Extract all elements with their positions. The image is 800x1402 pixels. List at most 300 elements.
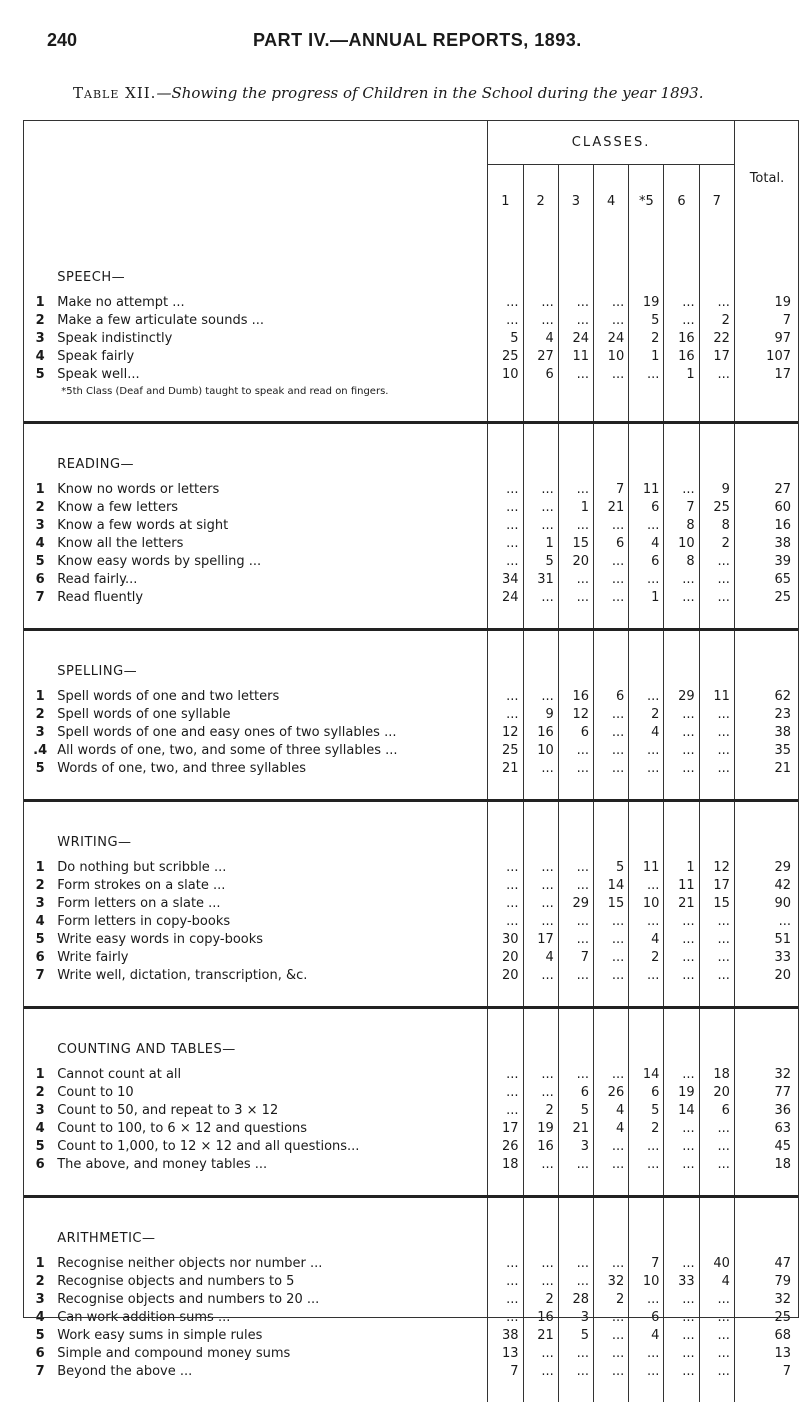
row-label: Recognise neither objects nor number ... (57, 1254, 488, 1272)
row-label: Beyond the above ... (57, 1362, 488, 1380)
class-value-cell: 2 (699, 311, 734, 329)
blank-cell (593, 1008, 628, 1066)
class-value-cell: ... (699, 1308, 734, 1326)
classes-header: CLASSES. (488, 120, 735, 165)
blank-cell (664, 1197, 699, 1255)
class-value-cell: ... (523, 516, 558, 534)
row-number: 5 (35, 553, 45, 569)
class-value-cell: 8 (664, 552, 699, 570)
blank-cell (593, 383, 628, 423)
blank-cell (523, 606, 558, 630)
class-value-cell: ... (629, 516, 664, 534)
class-value-cell: ... (699, 966, 734, 984)
class-value-cell: ... (664, 966, 699, 984)
table-row (23, 365, 799, 383)
class-value-cell: 11 (699, 687, 734, 705)
blank-cell (664, 777, 699, 801)
class-value-cell: ... (523, 876, 558, 894)
class-value-cell: 16 (664, 329, 699, 347)
footnote: *5th Class (Deaf and Dumb) taught to speak and read on fingers. (61, 386, 389, 397)
section-spacer (23, 383, 799, 423)
class-value-cell: ... (488, 876, 523, 894)
total-cell: 13 (774, 1345, 791, 1361)
class-value-cell: ... (523, 912, 558, 930)
blank-cell (734, 1197, 799, 1255)
row-number: 7 (35, 967, 45, 983)
blank-cell (699, 984, 734, 1008)
class-value-cell: 20 (488, 948, 523, 966)
blank-cell (523, 984, 558, 1008)
section-title-row (23, 237, 799, 293)
class-value-cell: 10 (629, 894, 664, 912)
class-value-cell: 15 (593, 894, 628, 912)
blank-cell (593, 1197, 628, 1255)
class-value-cell: ... (523, 966, 558, 984)
class-value-cell: 18 (699, 1065, 734, 1083)
blank-cell (23, 1008, 57, 1066)
class-value-cell: ... (629, 1362, 664, 1380)
class-value-cell: 20 (488, 966, 523, 984)
class-value-cell: ... (558, 876, 593, 894)
class-value-cell: 18 (488, 1155, 523, 1173)
spacer-cell (57, 1380, 488, 1402)
section-spacer (23, 984, 799, 1008)
blank-cell (629, 237, 664, 293)
class-value-cell: ... (629, 966, 664, 984)
blank-cell (523, 1380, 558, 1402)
blank-cell (734, 383, 799, 423)
class-value-cell: ... (593, 365, 628, 383)
section-title-row (23, 630, 799, 688)
class-value-cell: ... (699, 570, 734, 588)
class-value-cell: 16 (523, 1137, 558, 1155)
class-value-cell: ... (488, 1083, 523, 1101)
spacer-cell (57, 777, 488, 801)
class-value-cell: ... (558, 293, 593, 311)
class-value-cell: 9 (699, 480, 734, 498)
class-value-cell: ... (558, 1254, 593, 1272)
class-value-cell: 1 (558, 498, 593, 516)
class-value-cell: ... (699, 365, 734, 383)
class-value-cell: 4 (593, 1119, 628, 1137)
row-number: 4 (35, 1120, 45, 1136)
blank-cell (699, 423, 734, 481)
class-value-cell: ... (593, 1326, 628, 1344)
row-number: 4 (35, 535, 45, 551)
class-value-cell: ... (558, 858, 593, 876)
class-value-cell: 33 (664, 1272, 699, 1290)
row-label: Count to 10 (57, 1083, 488, 1101)
class-value-cell: ... (488, 912, 523, 930)
section-title-row (23, 801, 799, 859)
row-label: All words of one, two, and some of three syllables ... (57, 741, 488, 759)
class-value-cell: ... (558, 1272, 593, 1290)
class-value-cell: ... (558, 930, 593, 948)
row-label: Can work addition sums ... (57, 1308, 488, 1326)
class-value-cell: ... (558, 588, 593, 606)
row-label: Form letters on a slate ... (57, 894, 488, 912)
class-value-cell: ... (523, 1155, 558, 1173)
row-number: 1 (35, 1255, 45, 1271)
class-value-cell: 14 (629, 1065, 664, 1083)
class-column-header: 3 (558, 165, 593, 238)
total-cell: 90 (774, 895, 791, 911)
row-number: 4 (35, 348, 45, 364)
class-value-cell: ... (664, 311, 699, 329)
class-value-cell: ... (699, 759, 734, 777)
total-cell: 39 (774, 553, 791, 569)
class-value-cell: 6 (699, 1101, 734, 1119)
blank-cell (734, 1380, 799, 1402)
class-value-cell: 19 (629, 293, 664, 311)
class-value-cell: ... (488, 1308, 523, 1326)
blank-cell (488, 1173, 523, 1197)
blank-cell (593, 606, 628, 630)
blank-cell (629, 423, 664, 481)
blank-cell (629, 984, 664, 1008)
row-number: 2 (35, 499, 45, 515)
class-value-cell: ... (558, 570, 593, 588)
class-value-cell: ... (523, 1065, 558, 1083)
class-value-cell: ... (699, 1362, 734, 1380)
class-value-cell: 27 (523, 347, 558, 365)
total-cell: 97 (774, 330, 791, 346)
table-row (23, 1290, 799, 1308)
caption-description: —Showing the progress of Children in the School during the year 1893. (156, 84, 704, 102)
blank-cell (734, 801, 799, 859)
class-value-cell: ... (523, 1362, 558, 1380)
table-row (23, 948, 799, 966)
blank-cell (699, 801, 734, 859)
class-value-cell: ... (523, 480, 558, 498)
class-value-cell: ... (488, 858, 523, 876)
blank-cell (629, 606, 664, 630)
class-value-cell: ... (593, 1344, 628, 1362)
table-row (23, 858, 799, 876)
class-value-cell: 10 (488, 365, 523, 383)
class-value-cell: 2 (629, 1119, 664, 1137)
class-value-cell: 7 (664, 498, 699, 516)
class-value-cell: 12 (699, 858, 734, 876)
blank-cell (523, 423, 558, 481)
class-column-header: 7 (699, 165, 734, 238)
class-value-cell: ... (558, 966, 593, 984)
class-value-cell: ... (593, 1254, 628, 1272)
class-value-cell: ... (593, 516, 628, 534)
class-value-cell: 2 (593, 1290, 628, 1308)
class-value-cell: ... (699, 1155, 734, 1173)
table-row (23, 894, 799, 912)
class-value-cell: 17 (488, 1119, 523, 1137)
section-title: READING— (57, 423, 488, 481)
row-number: 6 (35, 1156, 45, 1172)
table-row (23, 723, 799, 741)
class-value-cell: 24 (558, 329, 593, 347)
class-value-cell: 2 (523, 1101, 558, 1119)
class-value-cell: 6 (593, 534, 628, 552)
class-value-cell: 5 (488, 329, 523, 347)
blank-cell (488, 1197, 523, 1255)
class-column-header: 2 (523, 165, 558, 238)
total-cell: 79 (774, 1273, 791, 1289)
total-cell: 38 (774, 535, 791, 551)
class-value-cell: ... (664, 741, 699, 759)
row-label: Count to 100, to 6 × 12 and questions (57, 1119, 488, 1137)
table-row (23, 1155, 799, 1173)
class-value-cell: 24 (593, 329, 628, 347)
table-row (23, 1137, 799, 1155)
table-row (23, 480, 799, 498)
row-number: 7 (35, 589, 45, 605)
header-blank (23, 120, 488, 237)
total-cell: 29 (774, 859, 791, 875)
blank-cell (593, 1380, 628, 1402)
row-number: 3 (35, 724, 45, 740)
total-cell: 68 (774, 1327, 791, 1343)
class-value-cell: ... (523, 894, 558, 912)
table-caption (73, 84, 703, 102)
total-cell: 21 (774, 760, 791, 776)
row-number: 3 (35, 330, 45, 346)
table-row (23, 347, 799, 365)
row-label: Form letters in copy-books (57, 912, 488, 930)
blank-cell (488, 237, 523, 293)
class-value-cell: ... (699, 912, 734, 930)
total-header: Total. (749, 171, 785, 186)
total-cell: 25 (774, 1309, 791, 1325)
blank-cell (664, 1008, 699, 1066)
class-value-cell: ... (699, 723, 734, 741)
blank-cell (734, 423, 799, 481)
class-value-cell: ... (664, 1290, 699, 1308)
class-value-cell: ... (593, 705, 628, 723)
class-value-cell: ... (593, 588, 628, 606)
class-value-cell: 16 (558, 687, 593, 705)
table-row (23, 516, 799, 534)
class-value-cell: 22 (699, 329, 734, 347)
row-number: 6 (35, 571, 45, 587)
class-value-cell: ... (699, 1326, 734, 1344)
class-value-cell: ... (629, 1155, 664, 1173)
class-value-cell: ... (664, 1362, 699, 1380)
class-value-cell: ... (593, 1065, 628, 1083)
class-value-cell: 1 (629, 588, 664, 606)
class-value-cell: 2 (699, 534, 734, 552)
class-value-cell: 10 (629, 1272, 664, 1290)
class-value-cell: 6 (523, 365, 558, 383)
class-value-cell: 7 (629, 1254, 664, 1272)
blank-cell (523, 1008, 558, 1066)
class-value-cell: ... (558, 1155, 593, 1173)
class-value-cell: 20 (699, 1083, 734, 1101)
blank-cell (23, 383, 57, 423)
row-number: 4 (35, 913, 45, 929)
blank-cell (629, 1173, 664, 1197)
blank-cell (23, 777, 57, 801)
blank-cell (523, 237, 558, 293)
class-value-cell: ... (523, 498, 558, 516)
row-number: 7 (35, 1363, 45, 1379)
class-value-cell: ... (629, 912, 664, 930)
row-label: Write fairly (57, 948, 488, 966)
class-value-cell: ... (699, 1290, 734, 1308)
class-value-cell: 9 (523, 705, 558, 723)
class-value-cell: 4 (699, 1272, 734, 1290)
table-row (23, 534, 799, 552)
class-value-cell: ... (699, 705, 734, 723)
total-cell: 16 (774, 517, 791, 533)
blank-cell (523, 1197, 558, 1255)
total-cell: 7 (782, 1363, 791, 1379)
blank-cell (629, 1380, 664, 1402)
class-value-cell: ... (664, 1254, 699, 1272)
class-value-cell: 21 (664, 894, 699, 912)
blank-cell (488, 423, 523, 481)
table-row (23, 570, 799, 588)
section-title-row (23, 423, 799, 481)
class-value-cell: ... (558, 759, 593, 777)
row-number: 2 (35, 877, 45, 893)
table-row (23, 1101, 799, 1119)
blank-cell (664, 423, 699, 481)
class-value-cell: 7 (488, 1362, 523, 1380)
row-label: Spell words of one syllable (57, 705, 488, 723)
class-value-cell: ... (593, 1308, 628, 1326)
row-label: Spell words of one and two letters (57, 687, 488, 705)
total-cell: 63 (774, 1120, 791, 1136)
class-value-cell: 26 (593, 1083, 628, 1101)
class-value-cell: 16 (523, 723, 558, 741)
row-number: 1 (35, 1066, 45, 1082)
blank-cell (558, 1380, 593, 1402)
class-column-header: 4 (593, 165, 628, 238)
section-title: WRITING— (57, 801, 488, 859)
class-column-header: 1 (488, 165, 523, 238)
class-value-cell: ... (593, 966, 628, 984)
caption-lead: Table XII. (73, 84, 157, 102)
page-number: 240 (47, 30, 78, 50)
class-value-cell: 4 (593, 1101, 628, 1119)
total-cell: 107 (766, 348, 791, 364)
blank-cell (558, 1197, 593, 1255)
class-value-cell: ... (699, 293, 734, 311)
row-label: Read fairly... (57, 570, 488, 588)
blank-cell (488, 630, 523, 688)
blank-cell (23, 606, 57, 630)
blank-cell (664, 237, 699, 293)
class-value-cell: 20 (558, 552, 593, 570)
class-value-cell: ... (664, 1308, 699, 1326)
class-value-cell: 15 (558, 534, 593, 552)
class-value-cell: ... (558, 311, 593, 329)
blank-cell (664, 1173, 699, 1197)
class-value-cell: 40 (699, 1254, 734, 1272)
running-head: PART IV.—ANNUAL REPORTS, 1893. (253, 30, 582, 50)
class-value-cell: 13 (488, 1344, 523, 1362)
class-value-cell: ... (664, 480, 699, 498)
row-label: Speak indistinctly (57, 329, 488, 347)
table-row (23, 293, 799, 311)
total-cell: 36 (774, 1102, 791, 1118)
class-value-cell: ... (558, 1344, 593, 1362)
class-value-cell: 29 (664, 687, 699, 705)
row-label: Words of one, two, and three syllables (57, 759, 488, 777)
class-value-cell: ... (558, 480, 593, 498)
class-value-cell: 21 (558, 1119, 593, 1137)
blank-cell (593, 237, 628, 293)
blank-cell (488, 984, 523, 1008)
blank-cell (23, 801, 57, 859)
class-value-cell: 11 (664, 876, 699, 894)
row-number: 6 (35, 1345, 45, 1361)
blank-cell (523, 630, 558, 688)
table-row (23, 1254, 799, 1272)
class-value-cell: 14 (593, 876, 628, 894)
blank-cell (558, 606, 593, 630)
class-value-cell: 2 (629, 948, 664, 966)
class-value-cell: ... (523, 1272, 558, 1290)
class-value-cell: ... (558, 741, 593, 759)
row-label: Simple and compound money sums (57, 1344, 488, 1362)
class-value-cell: ... (664, 930, 699, 948)
blank-cell (523, 1173, 558, 1197)
row-number: .4 (33, 742, 48, 758)
class-value-cell: ... (488, 687, 523, 705)
row-number: 5 (35, 1327, 45, 1343)
total-cell: 18 (774, 1156, 791, 1172)
row-label: Speak well... (57, 365, 488, 383)
class-value-cell: ... (523, 311, 558, 329)
blank-cell (699, 1380, 734, 1402)
total-cell: 38 (774, 724, 791, 740)
class-value-cell: ... (629, 570, 664, 588)
class-value-cell: ... (629, 1290, 664, 1308)
class-value-cell: 16 (523, 1308, 558, 1326)
section-title: COUNTING AND TABLES— (57, 1008, 488, 1066)
table-row (23, 1119, 799, 1137)
class-value-cell: ... (664, 912, 699, 930)
class-value-cell: 2 (629, 705, 664, 723)
progress-table (23, 120, 799, 1402)
class-value-cell: 1 (664, 858, 699, 876)
class-value-cell: ... (664, 1326, 699, 1344)
class-value-cell: 6 (629, 1308, 664, 1326)
class-value-cell: ... (488, 1290, 523, 1308)
total-cell: 45 (774, 1138, 791, 1154)
row-label: Write easy words in copy-books (57, 930, 488, 948)
blank-cell (699, 237, 734, 293)
class-value-cell: ... (488, 311, 523, 329)
class-value-cell: 4 (523, 948, 558, 966)
class-value-cell: ... (699, 948, 734, 966)
class-value-cell: ... (488, 534, 523, 552)
blank-cell (558, 777, 593, 801)
blank-cell (593, 1173, 628, 1197)
total-cell: 47 (774, 1255, 791, 1271)
blank-cell (699, 630, 734, 688)
class-value-cell: 7 (593, 480, 628, 498)
row-number: 5 (35, 760, 45, 776)
spacer-cell (57, 1173, 488, 1197)
row-label: Write well, dictation, transcription, &c. (57, 966, 488, 984)
class-value-cell: 4 (629, 534, 664, 552)
row-number: 5 (35, 1138, 45, 1154)
row-label: The above, and money tables ... (57, 1155, 488, 1173)
class-value-cell: 10 (664, 534, 699, 552)
class-value-cell: ... (488, 516, 523, 534)
class-value-cell: 24 (488, 588, 523, 606)
table-row (23, 966, 799, 984)
